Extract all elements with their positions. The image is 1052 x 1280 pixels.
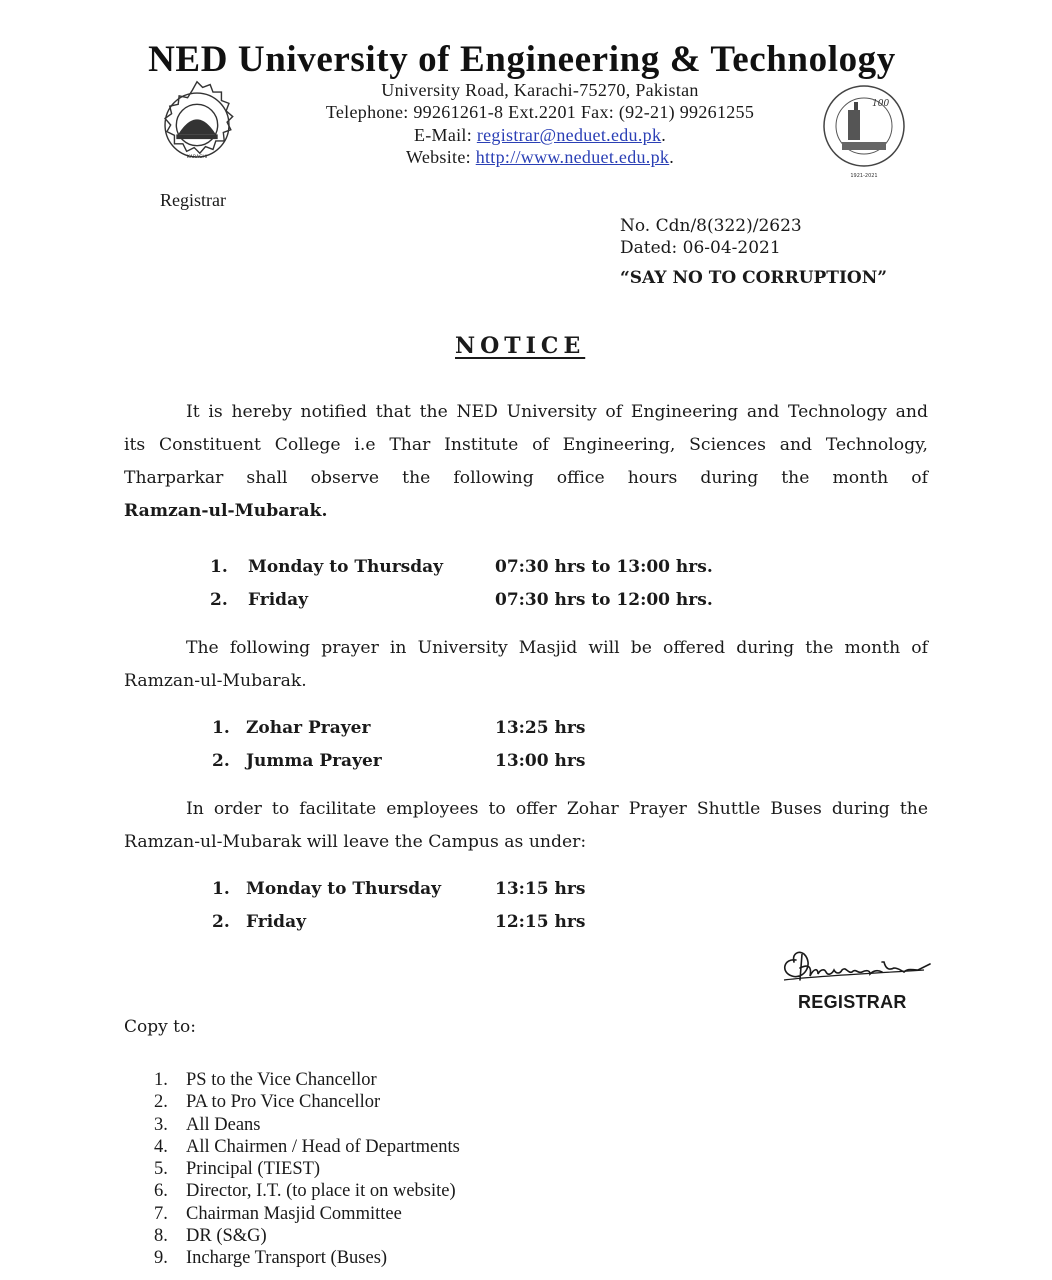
bus-day-2: Friday: [246, 912, 306, 932]
paragraph-line: Tharparkar shall observe the following office hours during the month of: [124, 468, 928, 488]
list-item: [154, 1069, 460, 1091]
list-item-number: 4.: [154, 1136, 168, 1157]
paragraph-line: The following prayer in University Masjid will be offered during the month of: [186, 638, 928, 658]
list-item-text: PS to the Vice Chancellor: [186, 1070, 377, 1090]
list-item-text: Principal (TIEST): [186, 1159, 321, 1180]
website-label: Website:: [405, 147, 476, 167]
paragraph-line: Ramzan-ul-Mubarak.: [124, 671, 307, 691]
bus-num-2: 2.: [212, 912, 230, 932]
list-item: [154, 1180, 460, 1202]
ned-university-seal-logo: [150, 78, 244, 172]
list-item-number: 8.: [154, 1226, 168, 1247]
office-registrar: Registrar: [160, 190, 226, 210]
list-item: [154, 1091, 460, 1113]
list-item: [154, 1203, 460, 1225]
signatory-title: REGISTRAR: [798, 992, 907, 1012]
bus-time-2: 12:15 hrs: [495, 912, 586, 932]
bus-time-1: 13:15 hrs: [495, 879, 586, 899]
university-name: NED University of Engineering & Technology: [148, 39, 896, 80]
email-label: E-Mail:: [413, 125, 477, 145]
notice-title: NOTICE: [455, 333, 586, 359]
list-item-number: 1.: [154, 1070, 168, 1090]
paragraph-line: It is hereby notified that the NED University of Engineering and Technology and: [186, 402, 928, 422]
list-item-text: PA to Pro Vice Chancellor: [186, 1092, 381, 1113]
office-hours-time-2: 07:30 hrs to 12:00 hrs.: [495, 590, 713, 610]
notice-paragraph-2: [124, 632, 928, 698]
svg-text:100: 100: [872, 99, 890, 109]
centenary-100-logo: [812, 80, 916, 180]
list-item-text: Chairman Masjid Committee: [186, 1203, 402, 1224]
list-item-number: 6.: [154, 1181, 168, 1202]
paragraph-line: Ramzan-ul-Mubarak.: [124, 501, 328, 521]
office-hours-day-1: Monday to Thursday: [248, 557, 444, 577]
website-period: .: [669, 147, 675, 167]
svg-text:1921-2021: 1921-2021: [850, 173, 878, 179]
bus-day-1: Monday to Thursday: [246, 879, 442, 899]
website-line: [260, 147, 820, 168]
list-item-text: Director, I.T. (to place it on website): [186, 1181, 456, 1202]
office-hours-num-1: 1.: [210, 557, 228, 577]
reference-date: Dated: 06-04-2021: [620, 238, 781, 258]
paragraph-line: In order to facilitate employees to offer Zohar Prayer Shuttle Buses during the: [186, 799, 928, 819]
list-item-number: 3.: [154, 1114, 168, 1135]
office-hours-day-2: Friday: [248, 590, 308, 610]
website-link[interactable]: http://www.neduet.edu.pk: [475, 147, 670, 167]
prayer-num-1: 1.: [212, 718, 230, 738]
paragraph-line: Ramzan-ul-Mubarak will leave the Campus as under:: [124, 832, 587, 852]
list-item-number: 9.: [154, 1248, 168, 1269]
list-item-number: 5.: [154, 1159, 168, 1180]
copy-to-list: [154, 1069, 460, 1270]
email-link[interactable]: registrar@neduet.edu.pk: [476, 125, 662, 145]
prayer-name-2: Jumma Prayer: [246, 751, 382, 771]
copy-to-label: Copy to:: [124, 1017, 196, 1037]
list-item-text: All Deans: [186, 1114, 261, 1135]
svg-text:KARACHI: KARACHI: [186, 154, 208, 160]
list-item-number: 7.: [154, 1203, 168, 1224]
prayer-time-2: 13:00 hrs: [495, 751, 586, 771]
email-period: .: [661, 125, 667, 145]
list-item-number: 2.: [154, 1092, 168, 1113]
university-address: University Road, Karachi-75270, Pakistan: [381, 80, 699, 100]
list-item-text: DR (S&G): [186, 1226, 267, 1247]
list-item-text: All Chairmen / Head of Departments: [186, 1136, 460, 1157]
prayer-time-1: 13:25 hrs: [495, 718, 586, 738]
telephone-fax: Telephone: 99261261-8 Ext.2201 Fax: (92-21) 99261255: [325, 102, 755, 122]
email-line: [260, 125, 820, 146]
notice-paragraph-3: [124, 793, 928, 859]
list-item: [154, 1158, 460, 1180]
list-item: [154, 1225, 460, 1247]
prayer-name-1: Zohar Prayer: [246, 718, 371, 738]
list-item: [154, 1136, 460, 1158]
notice-paragraph-1: [124, 396, 928, 528]
list-item: [154, 1247, 460, 1269]
paragraph-line: its Constituent College i.e Thar Institute of Engineering, Sciences and Technology,: [124, 435, 928, 455]
reference-number: No. Cdn/8(322)/2623: [620, 216, 802, 236]
prayer-num-2: 2.: [212, 751, 230, 771]
bus-num-1: 1.: [212, 879, 230, 899]
list-item: [154, 1114, 460, 1136]
handwritten-signature: [774, 940, 934, 990]
list-item-text: Incharge Transport (Buses): [186, 1248, 388, 1269]
office-hours-time-1: 07:30 hrs to 13:00 hrs.: [495, 557, 713, 577]
anti-corruption-slogan: “SAY NO TO CORRUPTION”: [620, 268, 888, 288]
office-hours-num-2: 2.: [210, 590, 228, 610]
